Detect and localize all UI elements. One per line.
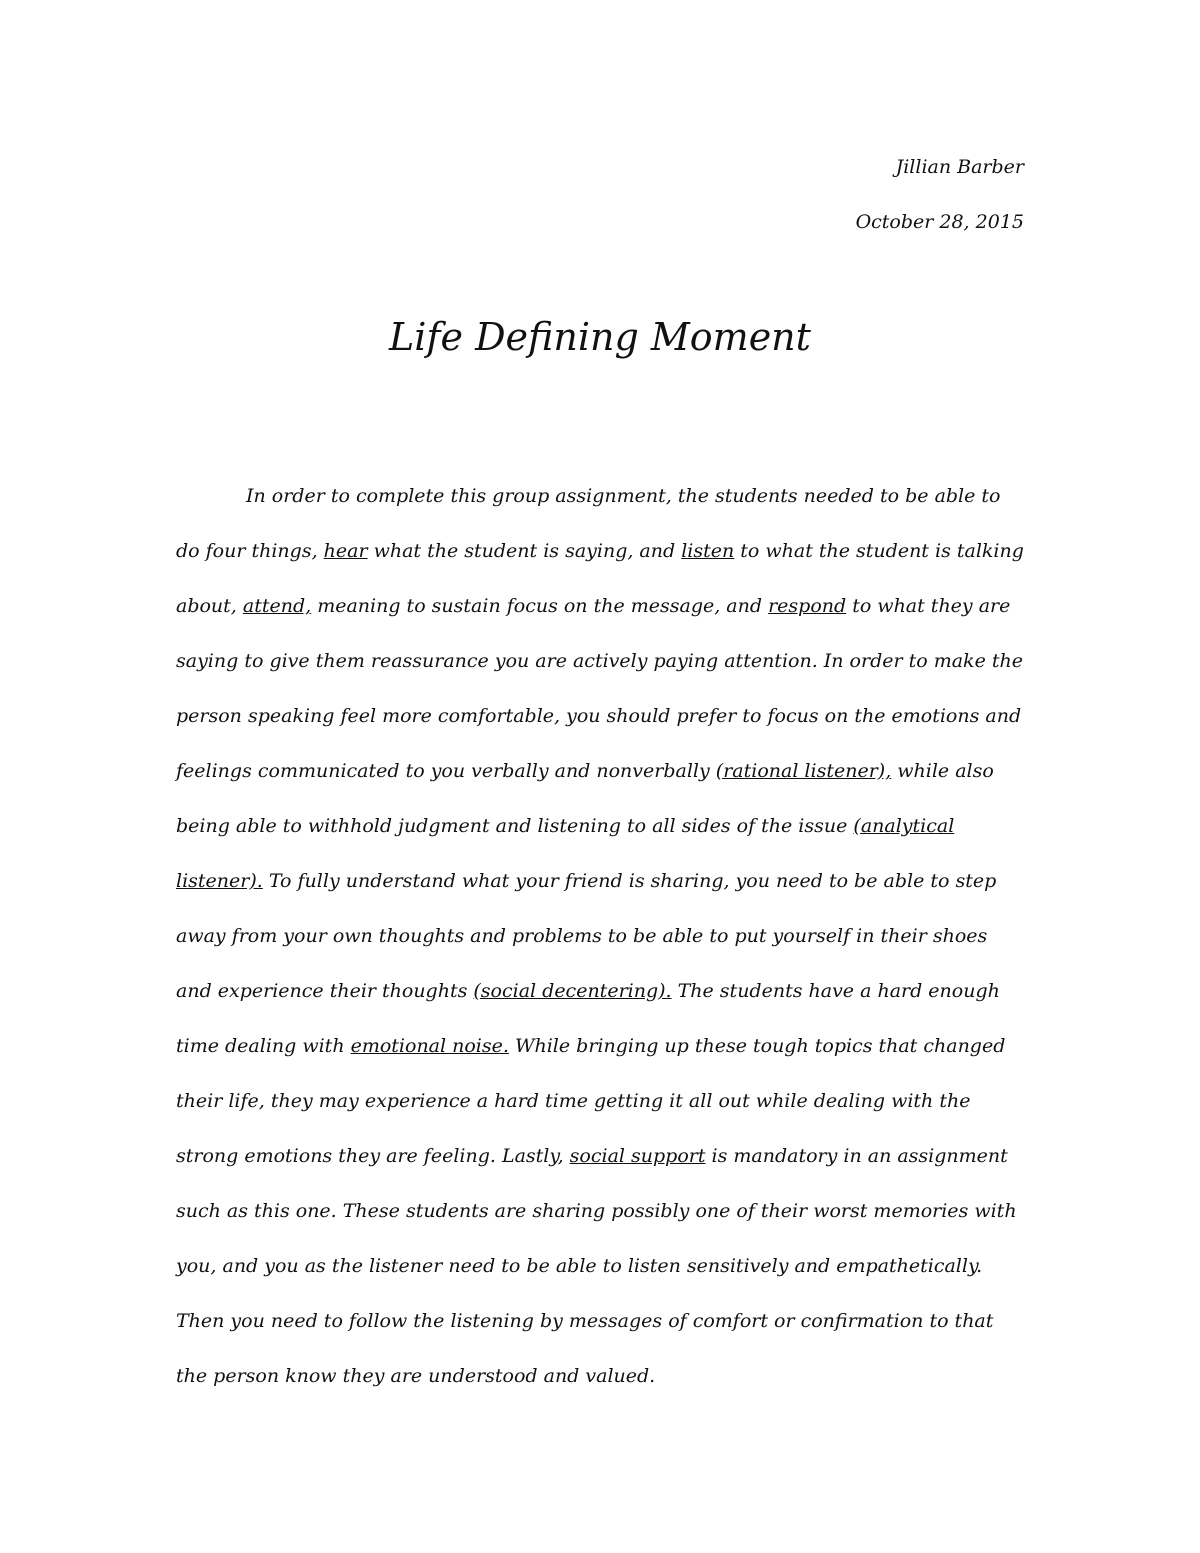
- essay-text: to what the student is talking about,: [176, 540, 1024, 617]
- essay-paragraph: [176, 469, 1026, 1404]
- term-attend: attend,: [242, 595, 312, 617]
- essay-text: to what they are saying to give them reassurance you are actively paying attention. In order to make the person speaking feel more comfortable, you should prefer to focus on the emotions and feelings communicated to you verbally and nonverbally: [176, 595, 1023, 782]
- term-listen: listen: [681, 540, 735, 562]
- page-title: Life Defining Moment: [389, 315, 811, 359]
- essay-text: To fully understand what your friend is sharing, you need to be able to step away from your own thoughts and problems to be able to put yourself in their shoes and experience their thoughts: [176, 870, 997, 1002]
- essay-text: The students have a hard enough time dealing with: [176, 980, 1000, 1057]
- term-respond: respond: [768, 595, 847, 617]
- essay-text: what the student is saying, and: [367, 540, 682, 562]
- term-rational-listener: (rational listener),: [715, 760, 892, 782]
- essay-text: meaning to sustain focus on the message, and: [311, 595, 769, 617]
- term-analytical-listener: (analytical listener).: [176, 815, 955, 892]
- term-hear: hear: [323, 540, 368, 562]
- term-emotional-noise: emotional noise.: [350, 1035, 509, 1057]
- essay-text: while also being able to withhold judgment and listening to all sides of the issue: [176, 760, 994, 837]
- term-social-decentering: (social decentering).: [473, 980, 672, 1002]
- author-name: Jillian Barber: [895, 156, 1024, 178]
- essay-text: is mandatory in an assignment such as this one. These students are sharing possibly one of their worst memories with you, and you as the listener need to be able to listen sensitively and empathetically. Then you need to follow the listening by messages of comfort or confirmation to that the person know they are understood and valued.: [176, 1145, 1017, 1387]
- document-date: October 28, 2015: [855, 211, 1024, 233]
- term-social-support: social support: [569, 1145, 706, 1167]
- essay-text: In order to complete this group assignment, the students needed to be able to do four things,: [176, 485, 1001, 562]
- essay-text: While bringing up these tough topics that changed their life, they may experience a hard time getting it all out while dealing with the strong emotions they are feeling. Lastly,: [176, 1035, 1006, 1167]
- header-block: [856, 140, 1024, 250]
